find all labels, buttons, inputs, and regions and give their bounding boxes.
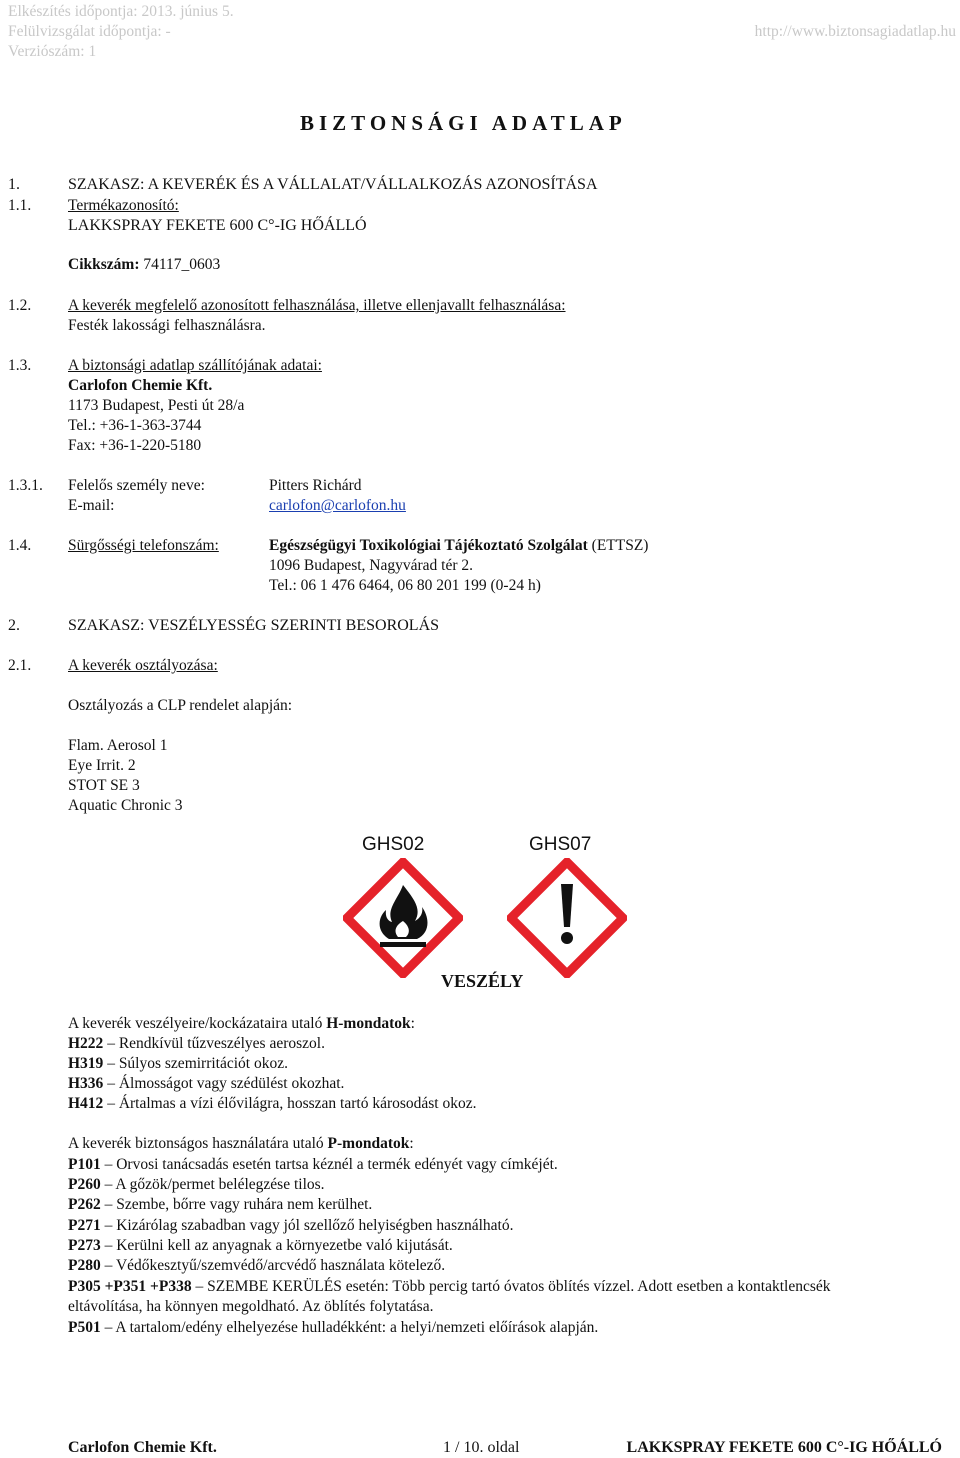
responsible-value: Pitters Richárd bbox=[269, 477, 362, 494]
section-1-3-number: 1.3. bbox=[8, 357, 32, 374]
pictogram-code: GHS07 bbox=[529, 834, 592, 855]
h-statement: H412 – Ártalmas a vízi élővilágra, hosszan tartó károsodást okoz. bbox=[68, 1095, 477, 1112]
emergency-service bbox=[269, 536, 648, 556]
emergency-label: Sürgősségi telefonszám: bbox=[68, 537, 219, 554]
h-statement: H222 – Rendkívül tűzveszélyes aeroszol. bbox=[68, 1035, 325, 1052]
section-2-number: 2. bbox=[8, 617, 20, 634]
exclamation-icon bbox=[507, 858, 627, 978]
use-value: Festék lakossági felhasználásra. bbox=[68, 317, 266, 334]
section-1-title: SZAKASZ: A KEVERÉK ÉS A VÁLLALAT/VÁLLALKOZÁS AZONOSÍTÁSA bbox=[68, 176, 598, 193]
responsible-label: Felelős személy neve: bbox=[68, 477, 205, 494]
p-statement: P280 – Védőkesztyű/szemvédő/arcvédő használata kötelező. bbox=[68, 1257, 446, 1274]
signal-word: VESZÉLY bbox=[441, 971, 524, 991]
section-1-2-number: 1.2. bbox=[8, 297, 32, 314]
email-label: E-mail: bbox=[68, 497, 115, 514]
section-1-number: 1. bbox=[8, 176, 20, 193]
p-statement-continuation: eltávolítása, ha könnyen megoldható. Az öblítés folytatása. bbox=[68, 1298, 434, 1315]
supplier-fax: Fax: +36-1-220-5180 bbox=[68, 437, 202, 454]
p-statements-intro: A keverék biztonságos használatára utaló P-mondatok: bbox=[68, 1135, 414, 1152]
hazard-class: Eye Irrit. 2 bbox=[68, 757, 136, 774]
p-statement: P260 – A gőzök/permet belélegzése tilos. bbox=[68, 1176, 325, 1193]
website-link[interactable]: http://www.biztonsagiadatlap.hu bbox=[754, 23, 956, 40]
hazard-class: Aquatic Chronic 3 bbox=[68, 797, 183, 814]
emergency-service-abbr: (ETTSZ) bbox=[591, 537, 649, 554]
clp-label: Osztályozás a CLP rendelet alapján: bbox=[68, 697, 293, 714]
section-1-3-1-number: 1.3.1. bbox=[8, 477, 43, 494]
hazard-class: STOT SE 3 bbox=[68, 777, 140, 794]
supplier-company: Carlofon Chemie Kft. bbox=[68, 377, 213, 394]
emergency-address: 1096 Budapest, Nagyvárad tér 2. bbox=[269, 557, 474, 574]
version: Verziószám: 1 bbox=[8, 43, 97, 60]
use-label: A keverék megfelelő azonosított felhasználása, illetve ellenjavallt felhasználása: bbox=[68, 297, 566, 314]
p-statement: P273 – Kerülni kell az anyagnak a környezetbe való kijutását. bbox=[68, 1237, 453, 1254]
h-statement: H319 – Súlyos szemirritációt okoz. bbox=[68, 1055, 288, 1072]
email-link[interactable]: carlofon@carlofon.hu bbox=[269, 497, 406, 514]
revised-date: Felülvizsgálat időpontja: - bbox=[8, 23, 171, 40]
pictogram-code: GHS02 bbox=[362, 834, 425, 855]
footer-company: Carlofon Chemie Kft. bbox=[68, 1439, 217, 1456]
classification-label: A keverék osztályozása: bbox=[68, 657, 218, 674]
emergency-tel: Tel.: 06 1 476 6464, 06 80 201 199 (0-24 h) bbox=[269, 577, 541, 594]
article-label: Cikkszám: bbox=[68, 256, 140, 273]
p-statement: P262 – Szembe, bőrre vagy ruhára nem kerülhet. bbox=[68, 1196, 373, 1213]
h-statements-intro: A keverék veszélyeire/kockázataira utaló H-mondatok: bbox=[68, 1015, 415, 1032]
emergency-service-name: Egészségügyi Toxikológiai Tájékoztató Szolgálat bbox=[269, 537, 588, 554]
footer-page-number: 1 / 10. oldal bbox=[443, 1439, 520, 1456]
p-statement: P271 – Kizárólag szabadban vagy jól szellőző helyiségben használható. bbox=[68, 1217, 514, 1234]
article-value: 74117_0603 bbox=[143, 256, 221, 273]
p-statement: P101 – Orvosi tanácsadás esetén tartsa kéznél a termék edényét vagy címkéjét. bbox=[68, 1156, 558, 1173]
article-number bbox=[68, 255, 220, 275]
section-2-1-number: 2.1. bbox=[8, 657, 32, 674]
footer-product: LAKKSPRAY FEKETE 600 C°-IG HŐÁLLÓ bbox=[626, 1439, 942, 1456]
supplier-tel: Tel.: +36-1-363-3744 bbox=[68, 417, 202, 434]
p-statement: P501 – A tartalom/edény elhelyezése hulladékként: a helyi/nemzeti előírások alapján. bbox=[68, 1319, 599, 1336]
product-name: LAKKSPRAY FEKETE 600 C°-IG HŐÁLLÓ bbox=[68, 217, 367, 234]
section-1-1-number: 1.1. bbox=[8, 197, 32, 214]
p-statement: P305 +P351 +P338 – SZEMBE KERÜLÉS esetén: Több percig tartó óvatos öblítés vízzel. Adott esetben a kontaktlencsék bbox=[68, 1278, 831, 1295]
flame-icon bbox=[343, 858, 463, 978]
created-date: Elkészítés időpontja: 2013. június 5. bbox=[8, 3, 234, 20]
hazard-class: Flam. Aerosol 1 bbox=[68, 737, 168, 754]
section-2-title: SZAKASZ: VESZÉLYESSÉG SZERINTI BESOROLÁS bbox=[68, 617, 440, 634]
supplier-address: 1173 Budapest, Pesti út 28/a bbox=[68, 397, 245, 414]
product-identifier-label: Termékazonosító: bbox=[68, 197, 179, 214]
section-1-4-number: 1.4. bbox=[8, 537, 32, 554]
h-statement: H336 – Álmosságot vagy szédülést okozhat. bbox=[68, 1075, 345, 1092]
page-title: BIZTONSÁGI ADATLAP bbox=[300, 111, 627, 135]
supplier-label: A biztonsági adatlap szállítójának adatai: bbox=[68, 357, 322, 374]
